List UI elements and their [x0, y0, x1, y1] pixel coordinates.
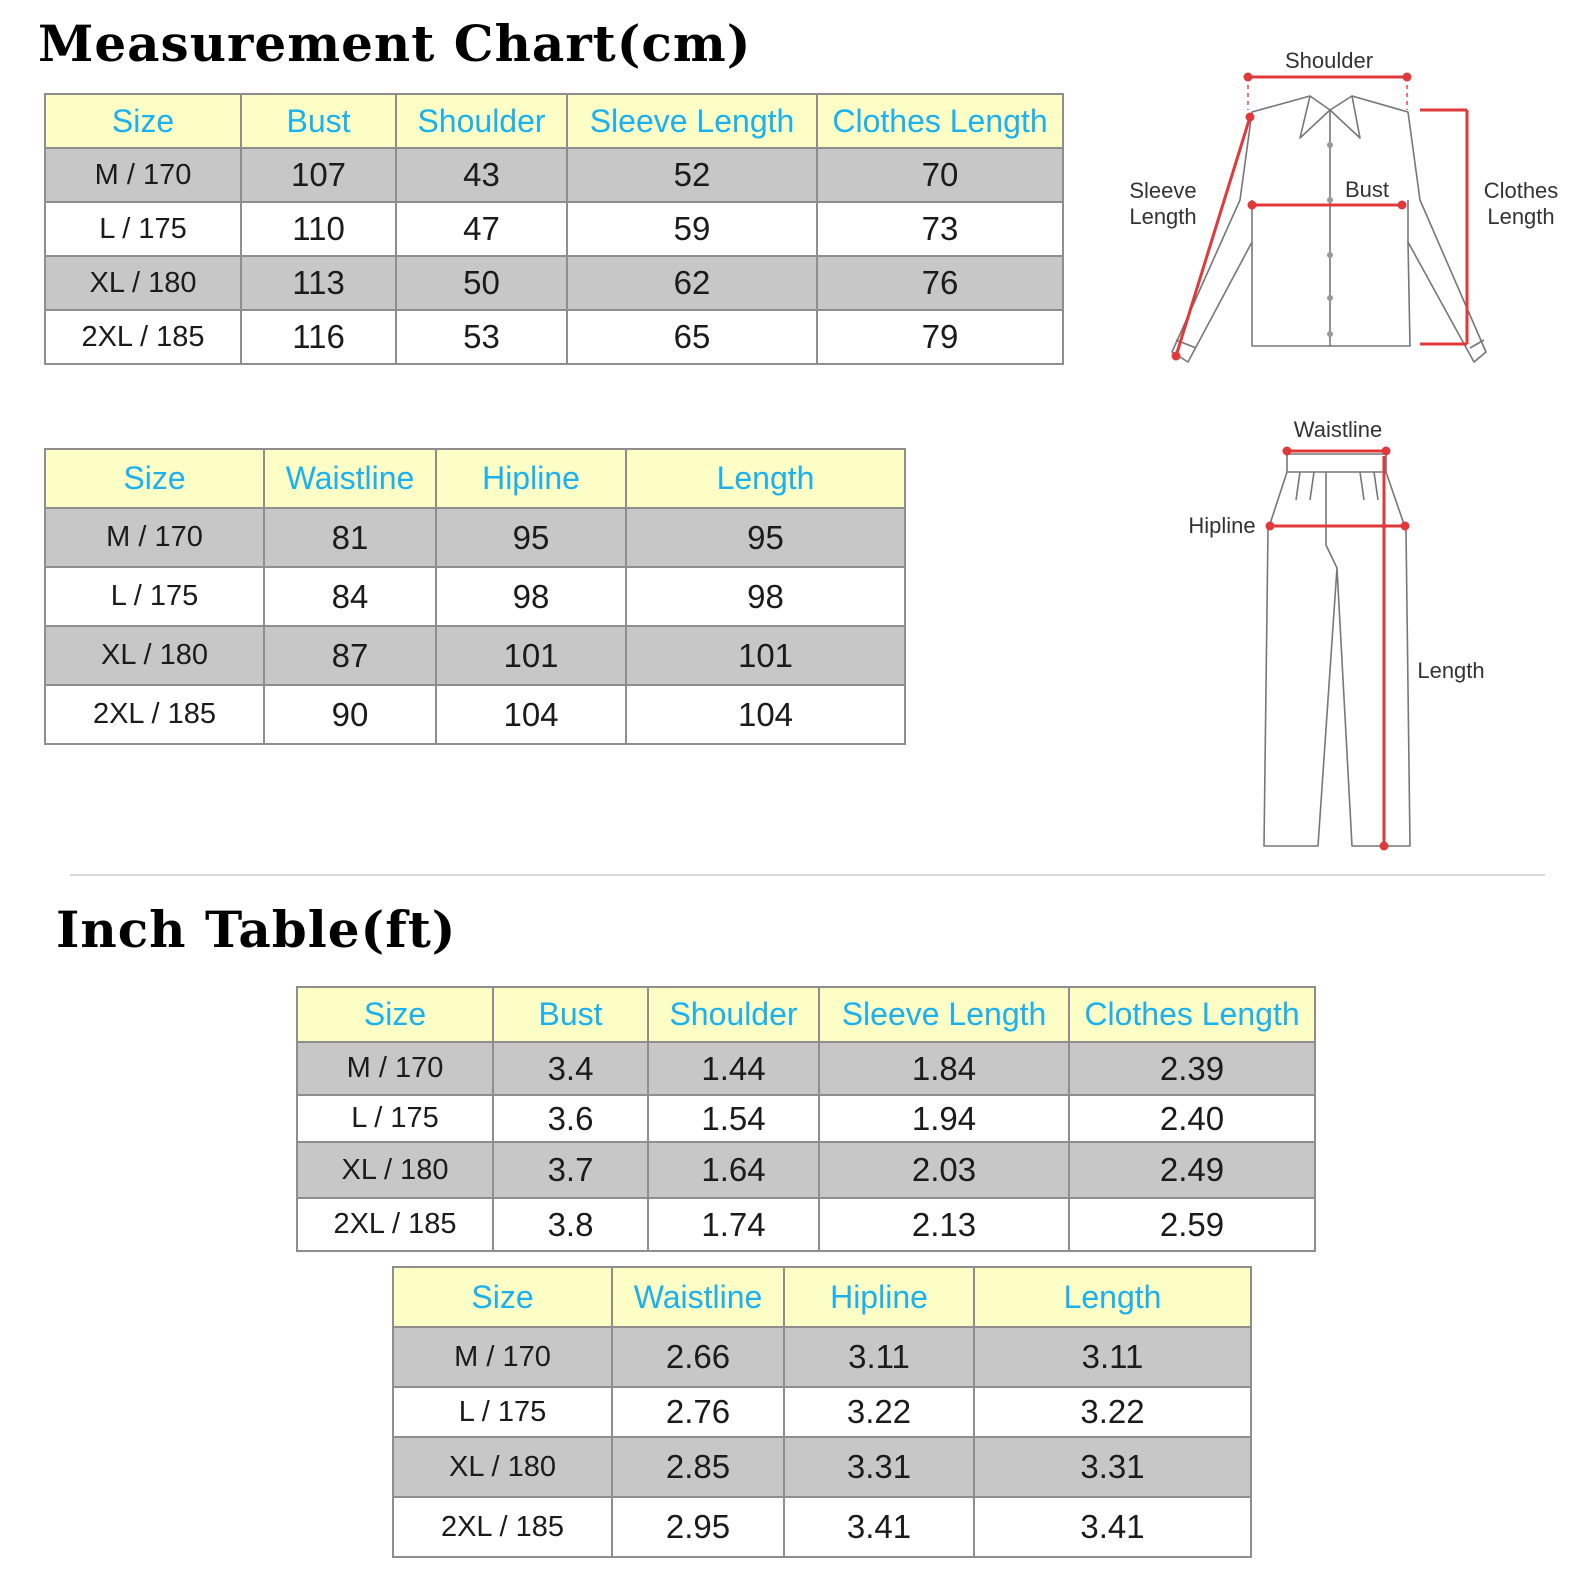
- waistline-cell: 84: [264, 567, 436, 626]
- size-cell: XL / 180: [45, 626, 264, 685]
- bust-cell: 3.6: [493, 1095, 648, 1142]
- shoulder-cell: 53: [396, 310, 567, 364]
- hipline-cell: 95: [436, 508, 626, 567]
- hipline-cell: 3.11: [784, 1327, 974, 1387]
- shoulder-label: Shoulder: [1284, 48, 1374, 73]
- header-hipline: Hipline: [436, 449, 626, 508]
- size-cell: L / 175: [45, 202, 241, 256]
- bust-cell: 3.7: [493, 1142, 648, 1198]
- shoulder-cell: 1.74: [648, 1198, 819, 1251]
- bust-cell: 110: [241, 202, 396, 256]
- shirt-outline: [1172, 96, 1486, 362]
- header-length: Length: [626, 449, 905, 508]
- table-row: [45, 202, 1063, 256]
- pants-measurement-diagram: [1180, 410, 1510, 855]
- shirt-measurement-diagram: [1110, 40, 1565, 380]
- size-cell: 2XL / 185: [45, 310, 241, 364]
- waistline-cell: 81: [264, 508, 436, 567]
- size-cell: 2XL / 185: [45, 685, 264, 744]
- hipline-label: Hipline: [1188, 513, 1256, 538]
- table-row: [393, 1387, 1251, 1437]
- clothes-length-cell: 70: [817, 148, 1063, 202]
- bust-cell: 116: [241, 310, 396, 364]
- sleeve-length-cell: 2.13: [819, 1198, 1069, 1251]
- hipline-cell: 3.22: [784, 1387, 974, 1437]
- sleeve-length-label-line1: Sleeve: [1129, 178, 1197, 203]
- hipline-cell: 3.41: [784, 1497, 974, 1557]
- table-row: [45, 256, 1063, 310]
- header-size: Size: [45, 449, 264, 508]
- size-cell: L / 175: [393, 1387, 612, 1437]
- hipline-cell: 101: [436, 626, 626, 685]
- sleeve-length-cell: 52: [567, 148, 817, 202]
- table-row: [297, 1042, 1315, 1095]
- inch-pants-size-table: [392, 1266, 1252, 1558]
- table-row: [393, 1497, 1251, 1557]
- sleeve-length-label-line2: Length: [1129, 204, 1197, 229]
- length-cell: 104: [626, 685, 905, 744]
- header-waistline: Waistline: [612, 1267, 784, 1327]
- header-shoulder: Shoulder: [648, 987, 819, 1042]
- length-cell: 3.41: [974, 1497, 1251, 1557]
- header-bust: Bust: [493, 987, 648, 1042]
- header-clothes-length: Clothes Length: [1069, 987, 1315, 1042]
- table-row: [45, 508, 905, 567]
- shoulder-cell: 1.64: [648, 1142, 819, 1198]
- cm-pants-size-table: [44, 448, 906, 745]
- size-cell: 2XL / 185: [297, 1198, 493, 1251]
- clothes-length-label-line2: Length: [1487, 204, 1555, 229]
- header-size: Size: [297, 987, 493, 1042]
- table-row: [45, 567, 905, 626]
- inch-table-title: Inch Table(ft): [56, 900, 457, 959]
- length-cell: 98: [626, 567, 905, 626]
- table-row: [297, 1142, 1315, 1198]
- shoulder-cell: 47: [396, 202, 567, 256]
- table-row: [297, 1095, 1315, 1142]
- sleeve-length-cell: 62: [567, 256, 817, 310]
- size-cell: XL / 180: [297, 1142, 493, 1198]
- clothes-length-cell: 76: [817, 256, 1063, 310]
- header-shoulder: Shoulder: [396, 94, 567, 148]
- header-waistline: Waistline: [264, 449, 436, 508]
- waistline-cell: 2.76: [612, 1387, 784, 1437]
- pants-outline: [1264, 454, 1410, 846]
- size-cell: M / 170: [393, 1327, 612, 1387]
- size-cell: L / 175: [45, 567, 264, 626]
- bust-cell: 113: [241, 256, 396, 310]
- waistline-cell: 87: [264, 626, 436, 685]
- header-bust: Bust: [241, 94, 396, 148]
- header-hipline: Hipline: [784, 1267, 974, 1327]
- shoulder-cell: 1.54: [648, 1095, 819, 1142]
- shoulder-cell: 43: [396, 148, 567, 202]
- clothes-length-cell: 2.40: [1069, 1095, 1315, 1142]
- size-cell: 2XL / 185: [393, 1497, 612, 1557]
- table-row: [45, 626, 905, 685]
- waistline-label: Waistline: [1293, 417, 1383, 442]
- section-divider: [70, 874, 1545, 876]
- waistline-cell: 2.66: [612, 1327, 784, 1387]
- header-sleeve-length: Sleeve Length: [567, 94, 817, 148]
- size-cell: XL / 180: [45, 256, 241, 310]
- bust-cell: 3.4: [493, 1042, 648, 1095]
- table-row: [45, 310, 1063, 364]
- clothes-length-cell: 2.39: [1069, 1042, 1315, 1095]
- header-size: Size: [45, 94, 241, 148]
- sleeve-length-cell: 59: [567, 202, 817, 256]
- header-clothes-length: Clothes Length: [817, 94, 1063, 148]
- measurement-chart-title: Measurement Chart(cm): [38, 14, 752, 73]
- length-cell: 3.31: [974, 1437, 1251, 1497]
- bust-cell: 3.8: [493, 1198, 648, 1251]
- clothes-length-cell: 2.59: [1069, 1198, 1315, 1251]
- clothes-length-cell: 73: [817, 202, 1063, 256]
- table-row: [297, 1198, 1315, 1251]
- sleeve-length-cell: 1.94: [819, 1095, 1069, 1142]
- bust-label: Bust: [1344, 177, 1390, 202]
- sleeve-length-cell: 1.84: [819, 1042, 1069, 1095]
- clothes-length-cell: 79: [817, 310, 1063, 364]
- clothes-length-cell: 2.49: [1069, 1142, 1315, 1198]
- size-cell: M / 170: [297, 1042, 493, 1095]
- waistline-cell: 2.95: [612, 1497, 784, 1557]
- pants-length-label: Length: [1417, 658, 1485, 683]
- inch-top-size-table: [296, 986, 1316, 1252]
- table-row: [45, 685, 905, 744]
- waistline-cell: 90: [264, 685, 436, 744]
- clothes-length-label-line1: Clothes: [1483, 178, 1559, 203]
- hipline-cell: 98: [436, 567, 626, 626]
- header-size: Size: [393, 1267, 612, 1327]
- table-row: [393, 1327, 1251, 1387]
- sleeve-length-cell: 2.03: [819, 1142, 1069, 1198]
- shirt-measure-lines: [1173, 74, 1467, 359]
- length-cell: 95: [626, 508, 905, 567]
- table-row: [45, 148, 1063, 202]
- size-cell: M / 170: [45, 148, 241, 202]
- sleeve-length-cell: 65: [567, 310, 817, 364]
- pants-measure-lines: [1267, 448, 1408, 849]
- header-sleeve-length: Sleeve Length: [819, 987, 1069, 1042]
- hipline-cell: 104: [436, 685, 626, 744]
- cm-top-size-table: [44, 93, 1064, 365]
- header-length: Length: [974, 1267, 1251, 1327]
- length-cell: 3.22: [974, 1387, 1251, 1437]
- waistline-cell: 2.85: [612, 1437, 784, 1497]
- shoulder-cell: 50: [396, 256, 567, 310]
- table-row: [393, 1437, 1251, 1497]
- size-cell: M / 170: [45, 508, 264, 567]
- length-cell: 3.11: [974, 1327, 1251, 1387]
- hipline-cell: 3.31: [784, 1437, 974, 1497]
- shoulder-cell: 1.44: [648, 1042, 819, 1095]
- size-cell: L / 175: [297, 1095, 493, 1142]
- length-cell: 101: [626, 626, 905, 685]
- size-cell: XL / 180: [393, 1437, 612, 1497]
- bust-cell: 107: [241, 148, 396, 202]
